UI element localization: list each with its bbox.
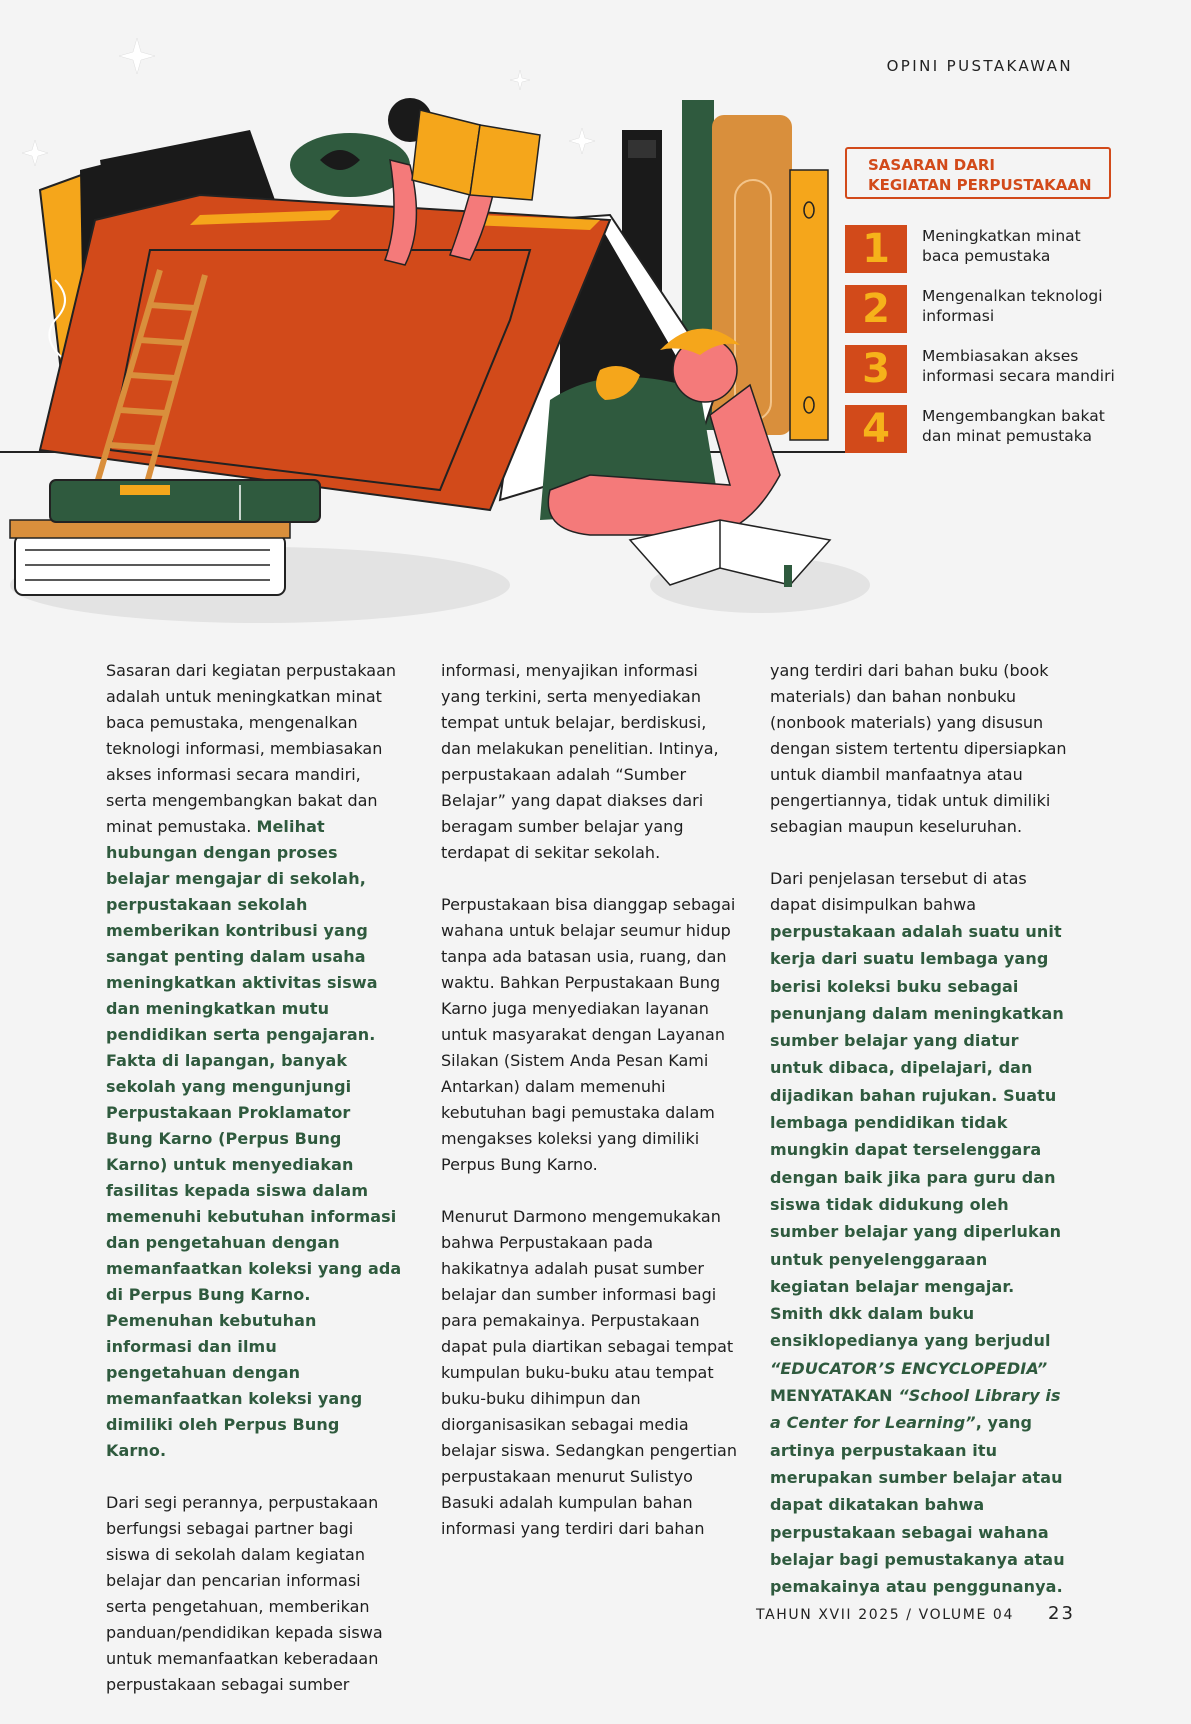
text-highlight: Melihat hubungan dengan proses belajar mengajar di sekolah, perpustakaan sekolah memberikan kontribusi yang sangat penting dalam usaha meningkatkan aktivitas siswa dan meningkatkan mutu pendidikan serta pengajaran. Fakta di lapangan, banyak sekolah yang mengunjungi Perpustakaan Proklamator Bung Karno (Perpus Bung Karno) untuk menyediakan fasilitas kepada siswa dalam memenuhi kebutuhan informasi dan pengetahuan dengan memanfaatkan koleksi yang ada di Perpus Bung Karno. Pemenuhan kebutuhan informasi dan ilmu pengetahuan dengan memanfaatkan koleksi yang dimiliki oleh Perpus Bung Karno.: [106, 817, 402, 1460]
target-item-2: [845, 285, 1165, 335]
article-column-1: [106, 658, 402, 1724]
paragraph: informasi, menyajikan informasi yang terkini, serta menyediakan tempat untuk belajar, berdiskusi, dan melakukan penelitian. Intinya, perpustakaan adalah “Sumber Belajar” yang dapat diakses dari beragam sumber belajar yang terdapat di sekitar sekolah.: [441, 661, 719, 862]
target-text: [922, 406, 1162, 446]
target-item-1: [845, 225, 1165, 275]
target-text: [922, 286, 1162, 326]
target-text-line: dan minat pemustaka: [922, 427, 1092, 445]
target-number: 4: [845, 405, 907, 453]
target-text-line: informasi: [922, 307, 995, 325]
text-highlight-italic: “School Library is a Center for Learning”: [770, 1386, 1061, 1433]
text-highlight: perpustakaan adalah suatu unit kerja dari suatu lembaga yang berisi koleksi buku sebagai penunjang dalam meningkatkan sumber belajar yang diatur untuk dibaca, dipelajari, dan dijadikan bahan rujukan. Suatu lembaga pendidikan tidak mungkin dapat terselenggara dengan baik jika para guru dan siswa tidak didukung oleh sumber belajar yang diperlukan untuk penyelenggaraan kegiatan belajar mengajar. Smith dkk dalam buku ensiklopedianya yang berjudul: [770, 922, 1064, 1351]
targets-title-box: [845, 147, 1111, 199]
target-text-line: Meningkatkan minat: [922, 227, 1081, 245]
target-text-line: baca pemustaka: [922, 247, 1051, 265]
issue-label: TAHUN XVII 2025 / VOLUME 04: [756, 1607, 1014, 1623]
article-column-3: [770, 658, 1070, 1626]
target-text: [922, 346, 1162, 386]
text-plain: Sasaran dari kegiatan perpustakaan adalah untuk meningkatkan minat baca pemustaka, mengenalkan teknologi informasi, membiasakan akses informasi secara mandiri, serta mengembangkan bakat dan minat pemustaka.: [106, 661, 397, 836]
article-column-2: [441, 658, 741, 1568]
paragraph: yang terdiri dari bahan buku (book materials) dan bahan nonbuku (nonbook materials) yang disusun dengan sistem tertentu dipersiapkan untuk diambil manfaatnya atau pengertiannya, tidak untuk dimiliki sebagian maupun keseluruhan.: [770, 661, 1067, 836]
target-number: 1: [845, 225, 907, 273]
target-item-4: [845, 405, 1165, 455]
target-text-line: Membiasakan akses: [922, 347, 1079, 365]
target-number: 3: [845, 345, 907, 393]
target-number: 2: [845, 285, 907, 333]
section-label: OPINI PUSTAKAWAN: [886, 57, 1073, 75]
page-number: 23: [1048, 1603, 1075, 1624]
text-highlight: MENYATAKAN: [770, 1386, 899, 1406]
paragraph: Menurut Darmono mengemukakan bahwa Perpustakaan pada hakikatnya adalah pusat sumber belajar dan sumber informasi bagi para pemakainya. Perpustakaan dapat pula diartikan sebagai tempat kumpulan buku-buku atau tempat buku-buku dihimpun dan diorganisasikan sebagai media belajar siswa. Sedangkan pengertian perpustakaan menurut Sulistyo Basuki adalah kumpulan bahan informasi yang terdiri dari bahan: [441, 1207, 737, 1538]
target-text-line: Mengenalkan teknologi: [922, 287, 1103, 305]
target-text-line: informasi secara mandiri: [922, 367, 1115, 385]
targets-title-line2: KEGIATAN PERPUSTAKAAN: [868, 176, 1092, 194]
text-highlight: , yang artinya perpustakaan itu merupakan sumber belajar atau dapat dikatakan bahwa perpustakaan sebagai wahana belajar bagi pemustakanya atau pemakainya atau penggunanya.: [770, 1413, 1065, 1597]
target-item-3: [845, 345, 1165, 395]
text-plain: Dari penjelasan tersebut di atas dapat disimpulkan bahwa: [770, 869, 1027, 914]
targets-title-line1: SASARAN DARI: [868, 156, 995, 174]
target-text: [922, 226, 1162, 266]
text-highlight-italic: “EDUCATOR’S ENCYCLOPEDIA”: [770, 1358, 1048, 1378]
paragraph: Perpustakaan bisa dianggap sebagai wahana untuk belajar seumur hidup tanpa ada batasan usia, ruang, dan waktu. Bahkan Perpustakaan Bung Karno juga menyediakan layanan untuk masyarakat dengan Layanan Silakan (Sistem Anda Pesan Kami Antarkan) dalam memenuhi kebutuhan bagi pemustaka dalam mengakses koleksi yang dimiliki Perpus Bung Karno.: [441, 895, 736, 1174]
paragraph: Dari segi perannya, perpustakaan berfungsi sebagai partner bagi siswa di sekolah dalam kegiatan belajar dan pencarian informasi serta pengetahuan, memberikan panduan/pendidikan kepada siswa untuk memanfaatkan keberadaan perpustakaan sebagai sumber: [106, 1493, 383, 1694]
target-text-line: Mengembangkan bakat: [922, 407, 1105, 425]
books-stack-icon: [10, 480, 320, 595]
paragraph: [106, 658, 402, 1464]
paragraph: [770, 866, 1070, 1600]
